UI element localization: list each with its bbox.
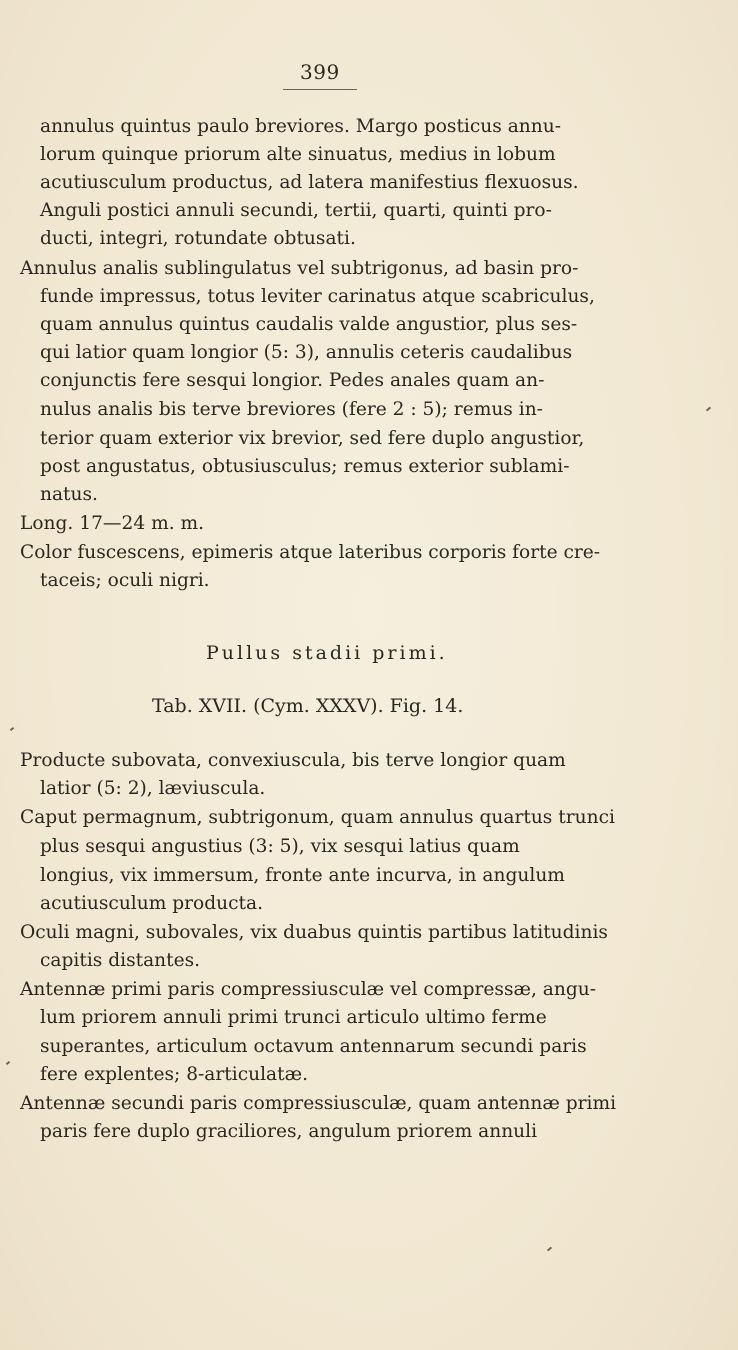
text-line: funde impressus, totus leviter carinatus atque scabriculus, <box>40 286 595 307</box>
text-line: latior (5: 2), læviuscula. <box>40 778 266 799</box>
text-line: qui latior quam longior (5: 3), annulis ceteris caudalibus <box>40 342 573 363</box>
text-line: acutiusculum productus, ad latera manifestius flexuosus. <box>40 172 579 193</box>
text-line: longius, vix immersum, fronte ante incurva, in angulum <box>40 865 565 886</box>
text-line: Producte subovata, convexiuscula, bis terve longior quam <box>20 750 566 771</box>
text-line: quam annulus quintus caudalis valde angustior, plus ses- <box>40 314 578 335</box>
text-line: conjunctis fere sesqui longior. Pedes anales quam an- <box>40 370 545 391</box>
scan-speck <box>6 1061 10 1065</box>
page-number-rule <box>283 89 357 90</box>
text-line: Oculi magni, subovales, vix duabus quintis partibus latitudinis <box>20 922 608 943</box>
scan-speck <box>10 727 14 731</box>
text-line: Antennæ primi paris compressiusculæ vel compressæ, angu- <box>20 979 597 1000</box>
text-line: acutiusculum producta. <box>40 893 264 914</box>
page-number: 399 <box>300 60 340 84</box>
section-heading: Pullus stadii primi. <box>206 642 448 664</box>
text-line: paris fere duplo graciliores, angulum priorem annuli <box>40 1121 538 1142</box>
text-line: Color fuscescens, epimeris atque lateribus corporis forte cre- <box>20 542 601 563</box>
text-line: capitis distantes. <box>40 950 201 971</box>
text-line: post angustatus, obtusiusculus; remus exterior sublami- <box>40 456 570 477</box>
text-line: Long. 17—24 m. m. <box>20 513 205 534</box>
text-line: fere explentes; 8-articulatæ. <box>40 1064 308 1085</box>
text-line: taceis; oculi nigri. <box>40 570 210 591</box>
table-reference: Tab. XVII. (Cym. XXXV). Fig. 14. <box>152 695 464 717</box>
scan-speck <box>547 1247 552 1252</box>
text-line: Antennæ secundi paris compressiusculæ, quam antennæ primi <box>20 1093 617 1114</box>
text-line: Caput permagnum, subtrigonum, quam annulus quartus trunci <box>20 807 615 828</box>
text-line: Anguli postici annuli secundi, tertii, quarti, quinti pro- <box>40 200 552 221</box>
text-line: lorum quinque priorum alte sinuatus, medius in lobum <box>40 144 556 165</box>
text-line: terior quam exterior vix brevior, sed fere duplo angustior, <box>40 428 585 449</box>
text-line: natus. <box>40 484 98 505</box>
scan-speck <box>706 407 711 412</box>
text-line: annulus quintus paulo breviores. Margo posticus annu- <box>40 116 562 137</box>
text-line: plus sesqui angustius (3: 5), vix sesqui latius quam <box>40 836 520 857</box>
text-line: nulus analis bis terve breviores (fere 2 : 5); remus in- <box>40 399 543 420</box>
text-line: lum priorem annuli primi trunci articulo ultimo ferme <box>40 1007 547 1028</box>
text-line: superantes, articulum octavum antennarum secundi paris <box>40 1036 587 1057</box>
text-line: ducti, integri, rotundate obtusati. <box>40 228 356 249</box>
text-line: Annulus analis sublingulatus vel subtrigonus, ad basin pro- <box>20 258 579 279</box>
